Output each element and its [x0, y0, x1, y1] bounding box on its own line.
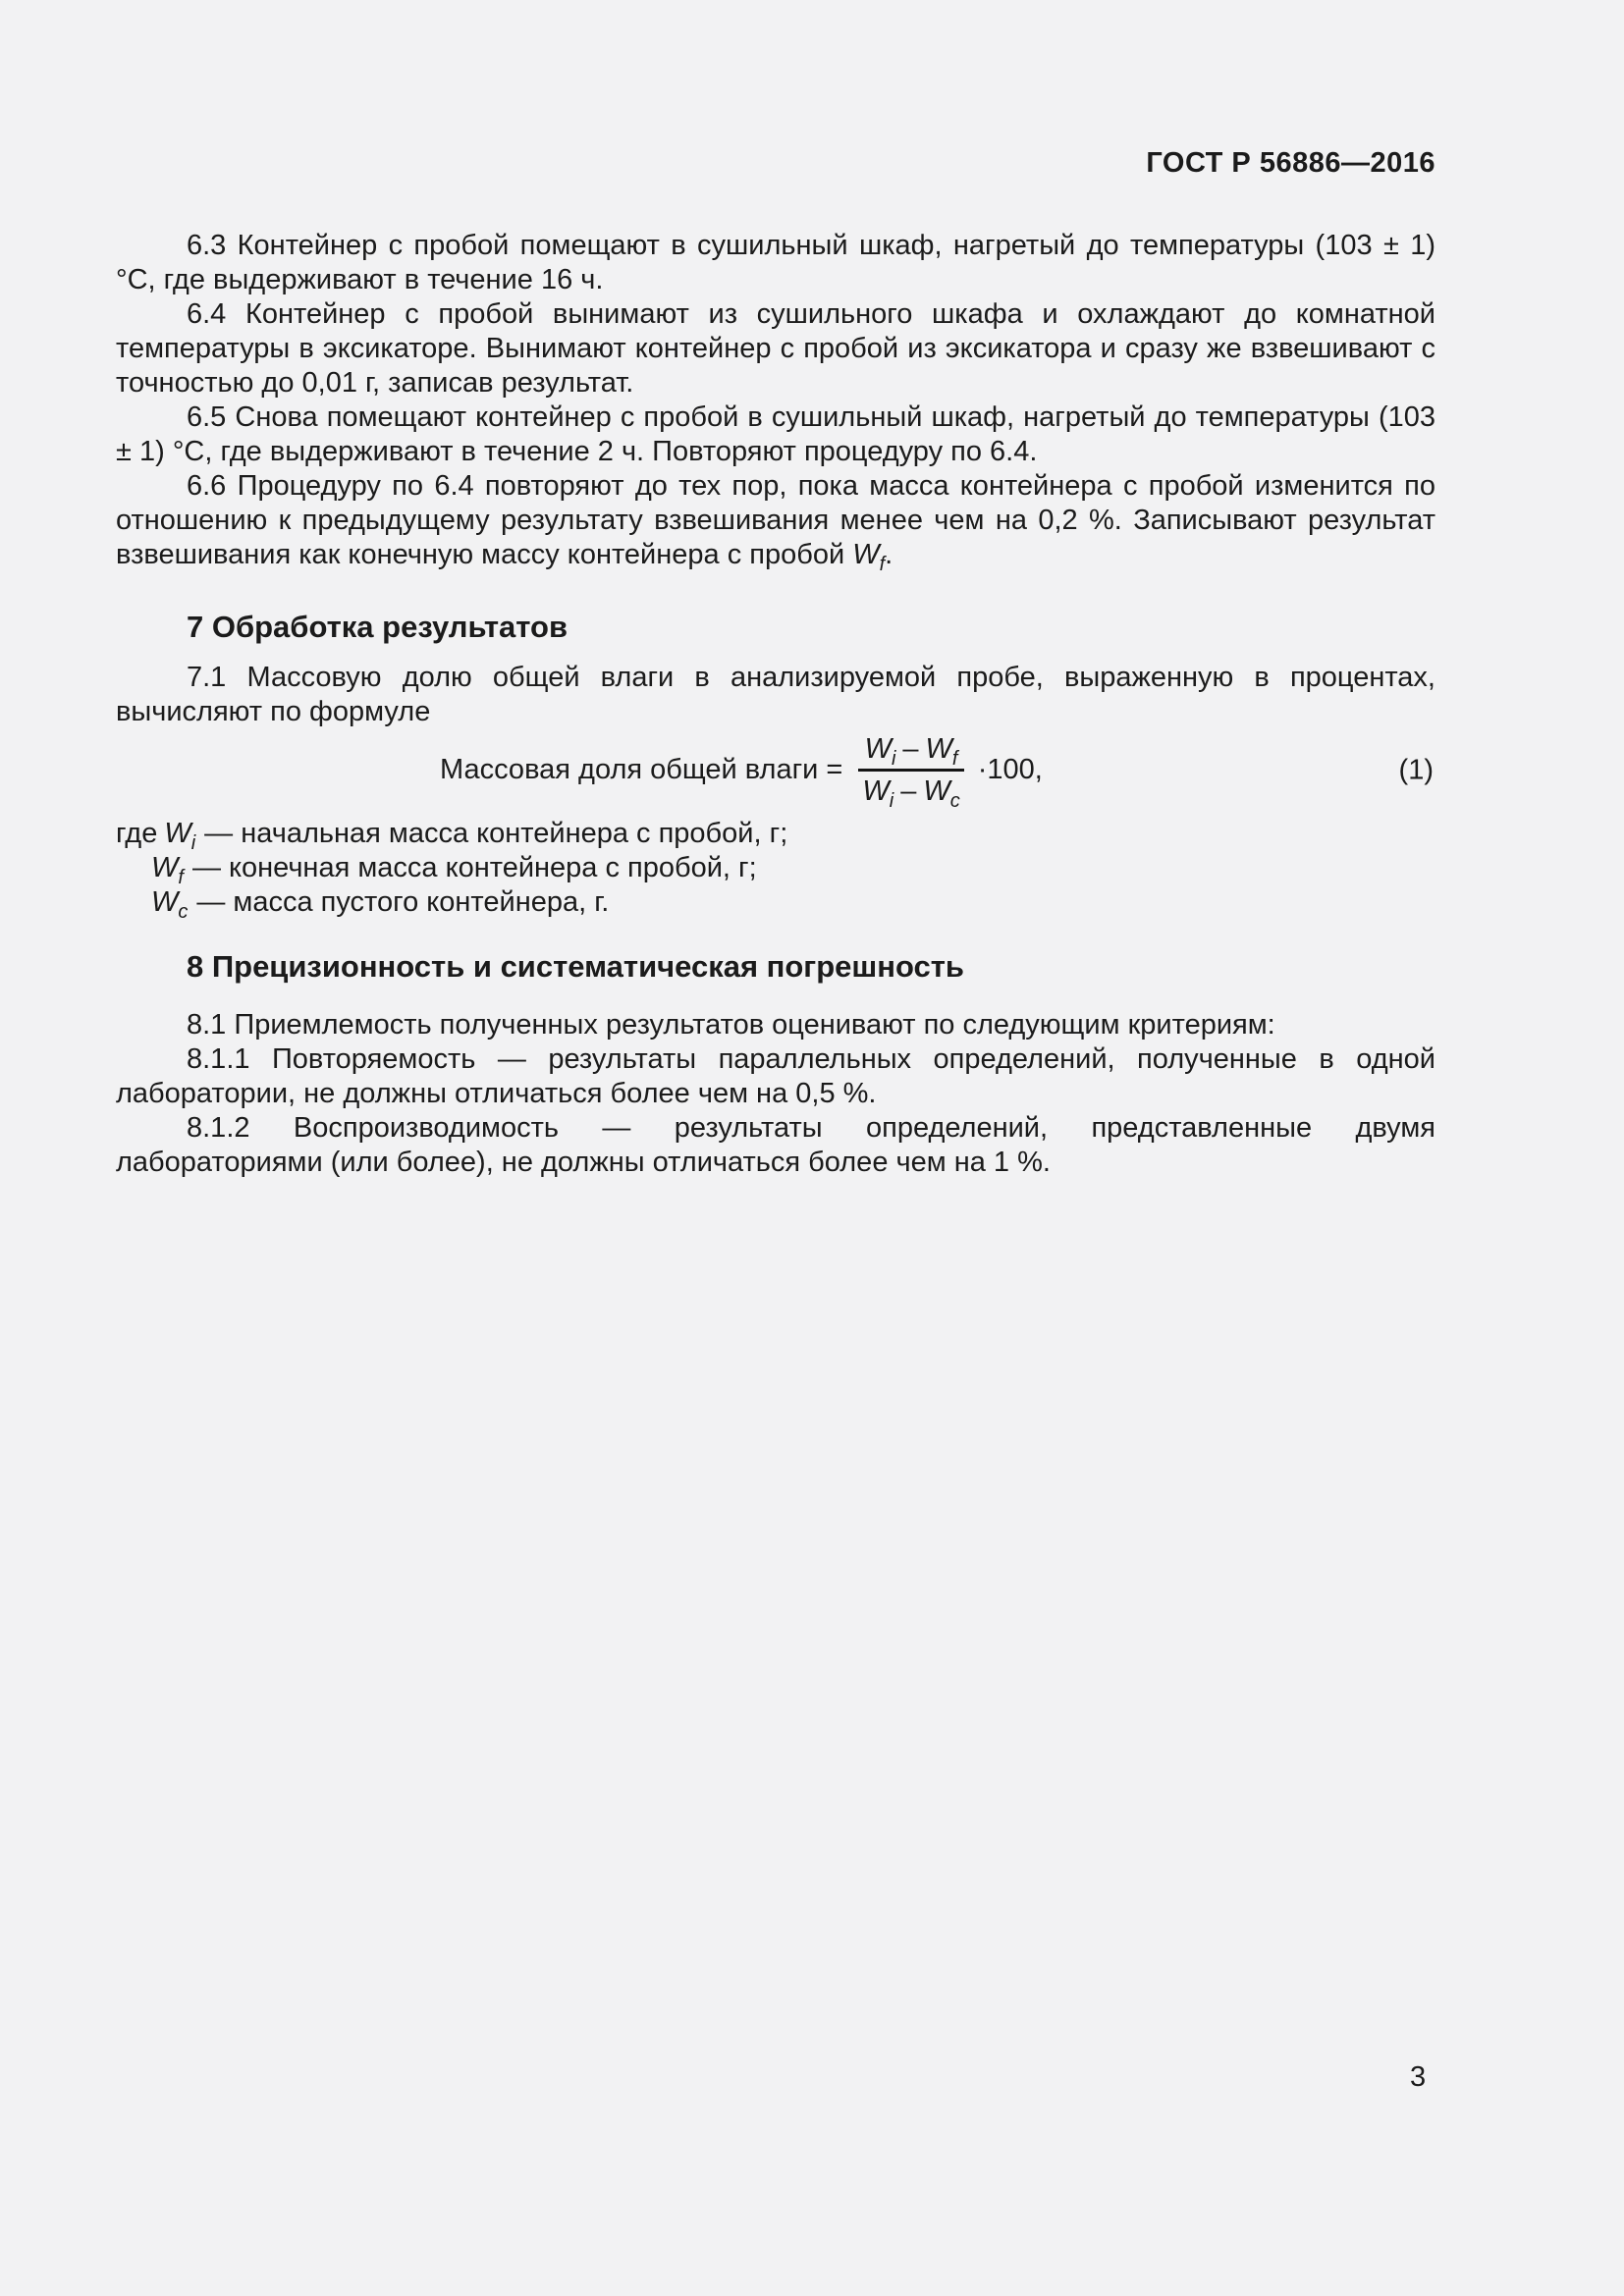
- numerator-sub-i: i: [891, 747, 896, 770]
- legend-symbol-wi: W: [164, 818, 191, 849]
- legend-row-wc: [116, 885, 1435, 923]
- formula-1: [116, 731, 1435, 812]
- numerator-symbol-wf: W: [925, 733, 952, 765]
- legend-desc-wf: — конечная масса контейнера с пробой, г;: [191, 852, 757, 883]
- paragraph-7-1: 7.1 Массовую долю общей влаги в анализируемой пробе, выраженную в процентах, вычисляют по формуле: [116, 662, 1435, 727]
- legend-row-wi: [116, 817, 1435, 854]
- formula-multiplier: ·100,: [977, 754, 1043, 785]
- denominator-sub-i: i: [889, 789, 894, 812]
- denominator-minus: –: [900, 775, 917, 807]
- page-number: 3: [1410, 2061, 1427, 2093]
- denominator-symbol-wi: W: [862, 775, 890, 807]
- paragraph-8-1-2: 8.1.2 Воспроизводимость — результаты определений, представленные двумя лабораториями (или более), не должны отличаться более чем на 1 %.: [116, 1112, 1435, 1178]
- symbol-wf-subscript: f: [879, 553, 886, 575]
- formula-equation-number: (1): [1398, 754, 1434, 785]
- paragraph-6-5: 6.5 Снова помещают контейнер с пробой в сушильный шкаф, нагретый до температуры (103 ± 1) °С, где выдерживают в течение 2 ч. Повторяют процедуру по 6.4.: [116, 401, 1435, 467]
- numerator-sub-f: f: [951, 747, 958, 770]
- legend-sub-c: c: [178, 900, 189, 923]
- formula-denominator: [858, 769, 963, 812]
- formula-numerator: [861, 731, 962, 769]
- formula-legend: [116, 817, 1435, 923]
- paragraph-6-6-period: .: [885, 539, 893, 570]
- paragraph-6-4: 6.4 Контейнер с пробой вынимают из сушильного шкафа и охлаждают до комнатной температуры в эксикаторе. Вынимают контейнер с пробой из эксикатора и сразу же взвешивают с точностью до 0,01 г, записав результат.: [116, 298, 1435, 399]
- legend-desc-wc: — масса пустого контейнера, г.: [196, 886, 610, 918]
- symbol-wf: W: [852, 539, 880, 570]
- section-7-heading: 7 Обработка результатов: [187, 610, 568, 644]
- paragraph-6-6-text: 6.6 Процедуру по 6.4 повторяют до тех пор, пока масса контейнера с пробой изменится по отношению к предыдущему результату взвешивания менее чем на 0,2 %. Записывают результат взвешивания как конечную массу контейнера с пробой: [116, 470, 1435, 570]
- numerator-minus: –: [902, 733, 919, 765]
- legend-sub-f: f: [178, 866, 184, 888]
- section-8-heading: 8 Прецизионность и систематическая погрешность: [187, 949, 964, 984]
- denominator-symbol-wc: W: [923, 775, 950, 807]
- formula-left-side: Массовая доля общей влаги =: [440, 754, 843, 785]
- standard-number: ГОСТ Р 56886—2016: [1146, 147, 1435, 179]
- paragraph-8-1-1: 8.1.1 Повторяемость — результаты параллельных определений, полученные в одной лаборатории, не должны отличаться более чем на 0,5 %.: [116, 1043, 1435, 1109]
- paragraph-6-6: [116, 469, 1435, 575]
- paragraph-6-3: 6.3 Контейнер с пробой помещают в сушильный шкаф, нагретый до температуры (103 ± 1) °С, где выдерживают в течение 16 ч.: [116, 230, 1435, 295]
- legend-symbol-wc: W: [151, 886, 179, 918]
- legend-row-wf: [116, 851, 1435, 888]
- numerator-symbol-wi: W: [864, 733, 892, 765]
- legend-intro: где: [116, 818, 158, 849]
- document-content: [116, 229, 1435, 1180]
- formula-fraction: [858, 731, 963, 812]
- denominator-sub-c: c: [949, 789, 960, 812]
- legend-symbol-wf: W: [151, 852, 179, 883]
- legend-desc-wi: — начальная масса контейнера с пробой, г;: [204, 818, 788, 849]
- legend-sub-i: i: [190, 831, 196, 854]
- paragraph-8-1: 8.1 Приемлемость полученных результатов оценивают по следующим критериям:: [187, 1009, 1275, 1041]
